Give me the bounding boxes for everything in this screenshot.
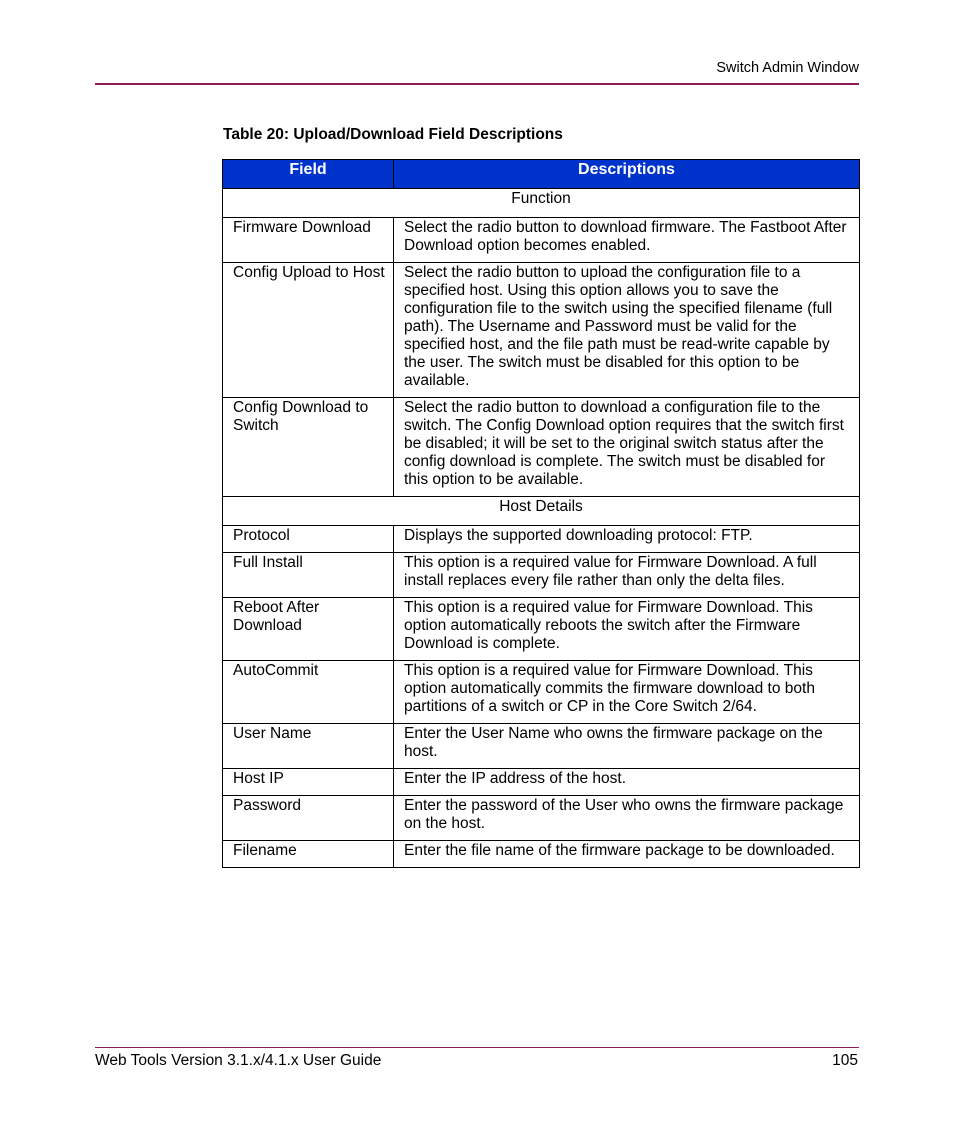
table-row	[223, 598, 860, 661]
field-cell: AutoCommit	[223, 661, 394, 724]
column-header-descriptions: Descriptions	[394, 160, 860, 189]
field-cell: User Name	[223, 724, 394, 769]
footer-rule	[95, 1047, 859, 1048]
table-caption: Table 20: Upload/Download Field Descriptions	[223, 126, 563, 143]
description-cell: This option is a required value for Firmware Download. This option automatically commits the firmware download to both partitions of a switch or CP in the Core Switch 2/64.	[394, 661, 860, 724]
table-row	[223, 553, 860, 598]
description-cell: This option is a required value for Firmware Download. A full install replaces every file rather than only the delta files.	[394, 553, 860, 598]
section-title-function: Function	[223, 189, 860, 218]
table-row	[223, 796, 860, 841]
table-row	[223, 218, 860, 263]
description-cell: Enter the User Name who owns the firmware package on the host.	[394, 724, 860, 769]
field-cell: Protocol	[223, 526, 394, 553]
table-row	[223, 841, 860, 868]
description-cell: Select the radio button to download a configuration file to the switch. The Config Download option requires that the switch first be disabled; it will be set to the original switch status after the config download is complete. The switch must be disabled for this option to be available.	[394, 398, 860, 497]
table-row	[223, 526, 860, 553]
column-header-field: Field	[223, 160, 394, 189]
running-header: Switch Admin Window	[716, 60, 859, 76]
description-cell: This option is a required value for Firmware Download. This option automatically reboots the switch after the Firmware Download is complete.	[394, 598, 860, 661]
section-row	[223, 497, 860, 526]
field-cell: Password	[223, 796, 394, 841]
description-cell: Enter the password of the User who owns the firmware package on the host.	[394, 796, 860, 841]
table-row	[223, 263, 860, 398]
header-rule	[95, 83, 859, 85]
table-row	[223, 769, 860, 796]
field-cell: Firmware Download	[223, 218, 394, 263]
field-cell: Reboot After Download	[223, 598, 394, 661]
section-row	[223, 189, 860, 218]
description-cell: Displays the supported downloading protocol: FTP.	[394, 526, 860, 553]
section-title-host-details: Host Details	[223, 497, 860, 526]
table-row	[223, 661, 860, 724]
field-cell: Full Install	[223, 553, 394, 598]
field-cell: Config Upload to Host	[223, 263, 394, 398]
description-cell: Select the radio button to upload the configuration file to a specified host. Using this option allows you to save the configuration file to the switch using the specified filename (full path). The Username and Password must be valid for the specified host, and the file path must be read-write capable by the user. The switch must be disabled for this option to be available.	[394, 263, 860, 398]
field-cell: Config Download to Switch	[223, 398, 394, 497]
field-cell: Host IP	[223, 769, 394, 796]
page-number: 105	[832, 1052, 858, 1069]
table-row	[223, 398, 860, 497]
field-descriptions-table	[222, 159, 860, 868]
table-row	[223, 724, 860, 769]
description-cell: Select the radio button to download firmware. The Fastboot After Download option becomes enabled.	[394, 218, 860, 263]
table-header-row	[223, 160, 860, 189]
footer-doc-title: Web Tools Version 3.1.x/4.1.x User Guide	[95, 1052, 382, 1069]
description-cell: Enter the file name of the firmware package to be downloaded.	[394, 841, 860, 868]
field-cell: Filename	[223, 841, 394, 868]
description-cell: Enter the IP address of the host.	[394, 769, 860, 796]
